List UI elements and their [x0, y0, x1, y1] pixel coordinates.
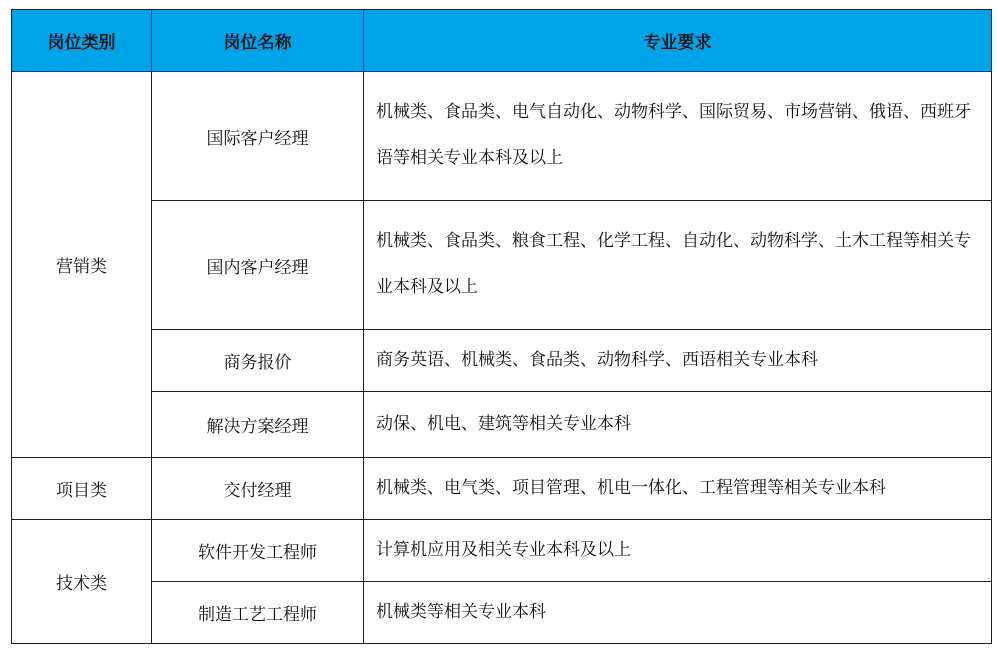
requirement-cell: 机械类、食品类、粮食工程、化学工程、自动化、动物科学、土木工程等相关专业本科及以上 — [364, 201, 992, 330]
position-cell: 国际客户经理 — [152, 72, 364, 201]
table-row — [12, 330, 992, 392]
position-cell: 软件开发工程师 — [152, 520, 364, 582]
position-cell: 商务报价 — [152, 330, 364, 392]
header-row — [12, 10, 992, 72]
job-requirements-table — [11, 9, 992, 644]
requirement-cell: 机械类、电气类、项目管理、机电一体化、工程管理等相关专业本科 — [364, 458, 992, 520]
table-row — [12, 201, 992, 330]
table-row — [12, 458, 992, 520]
table-body — [12, 72, 992, 644]
table-row — [12, 582, 992, 644]
position-cell: 制造工艺工程师 — [152, 582, 364, 644]
category-cell-tech: 技术类 — [12, 520, 152, 644]
header-position: 岗位名称 — [152, 10, 364, 72]
position-cell: 解决方案经理 — [152, 392, 364, 458]
job-requirements-table-container — [11, 9, 991, 644]
requirement-cell: 机械类等相关专业本科 — [364, 582, 992, 644]
requirement-cell: 机械类、食品类、电气自动化、动物科学、国际贸易、市场营销、俄语、西班牙语等相关专业本科及以上 — [364, 72, 992, 201]
table-row — [12, 392, 992, 458]
position-cell: 国内客户经理 — [152, 201, 364, 330]
table-header — [12, 10, 992, 72]
header-category: 岗位类别 — [12, 10, 152, 72]
table-row — [12, 72, 992, 201]
table-row — [12, 520, 992, 582]
header-requirement: 专业要求 — [364, 10, 992, 72]
category-cell-marketing: 营销类 — [12, 72, 152, 458]
requirement-cell: 商务英语、机械类、食品类、动物科学、西语相关专业本科 — [364, 330, 992, 392]
category-cell-project: 项目类 — [12, 458, 152, 520]
position-cell: 交付经理 — [152, 458, 364, 520]
requirement-cell: 计算机应用及相关专业本科及以上 — [364, 520, 992, 582]
requirement-cell: 动保、机电、建筑等相关专业本科 — [364, 392, 992, 458]
